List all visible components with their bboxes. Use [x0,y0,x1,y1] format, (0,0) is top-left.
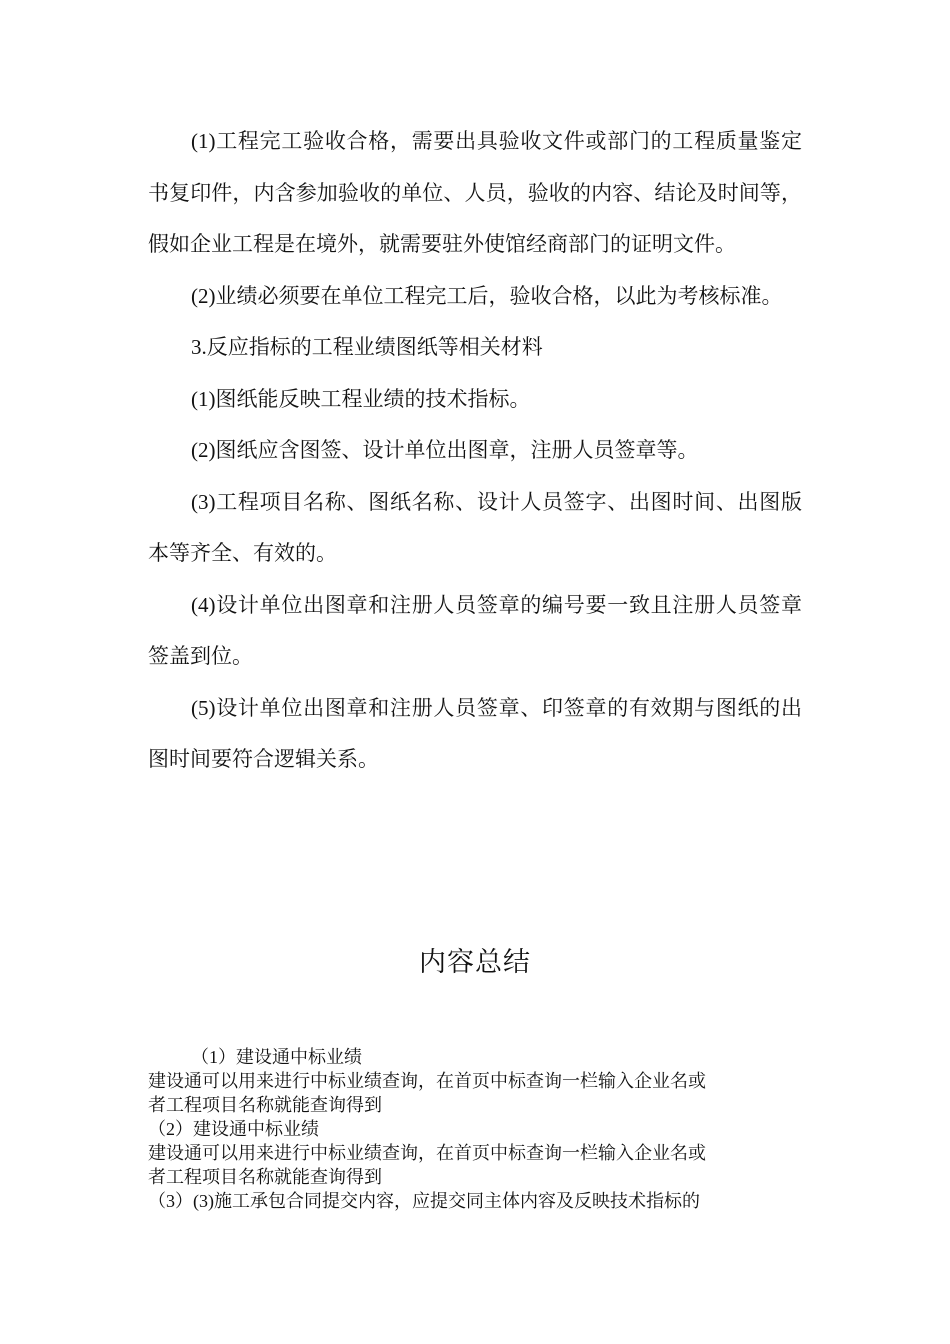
summary-title: 内容总结 [419,947,531,977]
paragraph: (2)图纸应含图签、设计单位出图章，注册人员签章等。 [191,438,699,462]
summary-line: 建设通可以用来进行中标业绩查询，在首页中标查询一栏输入企业名或 [148,1071,706,1091]
body-text [148,116,802,786]
paragraph: (2)业绩必须要在单位工程完工后，验收合格，以此为考核标准。 [191,283,783,308]
summary-line: （1）建设通中标业绩 [191,1047,362,1067]
summary-section [148,1045,802,1213]
paragraph: (3)工程项目名称、图纸名称、设计人员签字、出图时间、出图版本等齐全、有效的。 [148,489,802,565]
summary-line: 建设通可以用来进行中标业绩查询，在首页中标查询一栏输入企业名或 [148,1143,706,1163]
paragraph: (1)工程完工验收合格，需要出具验收文件或部门的工程质量鉴定书复印件，内含参加验收的单位、人员，验收的内容、结论及时间等，假如企业工程是在境外，就需要驻外使馆经商部门的证明文件。 [148,129,802,256]
section-heading: 3.反应指标的工程业绩图纸等相关材料 [191,335,543,359]
summary-line: 者工程项目名称就能查询得到 [148,1167,382,1187]
summary-line: 者工程项目名称就能查询得到 [148,1095,382,1115]
summary-line: （3）(3)施工承包合同提交内容，应提交同主体内容及反映技术指标的 [148,1191,700,1211]
paragraph: (5)设计单位出图章和注册人员签章、印签章的有效期与图纸的出图时间要符合逻辑关系。 [148,695,802,771]
paragraph: (4)设计单位出图章和注册人员签章的编号要一致且注册人员签章签盖到位。 [148,592,802,668]
paragraph: (1)图纸能反映工程业绩的技术指标。 [191,386,531,411]
summary-line: （2）建设通中标业绩 [148,1119,319,1139]
